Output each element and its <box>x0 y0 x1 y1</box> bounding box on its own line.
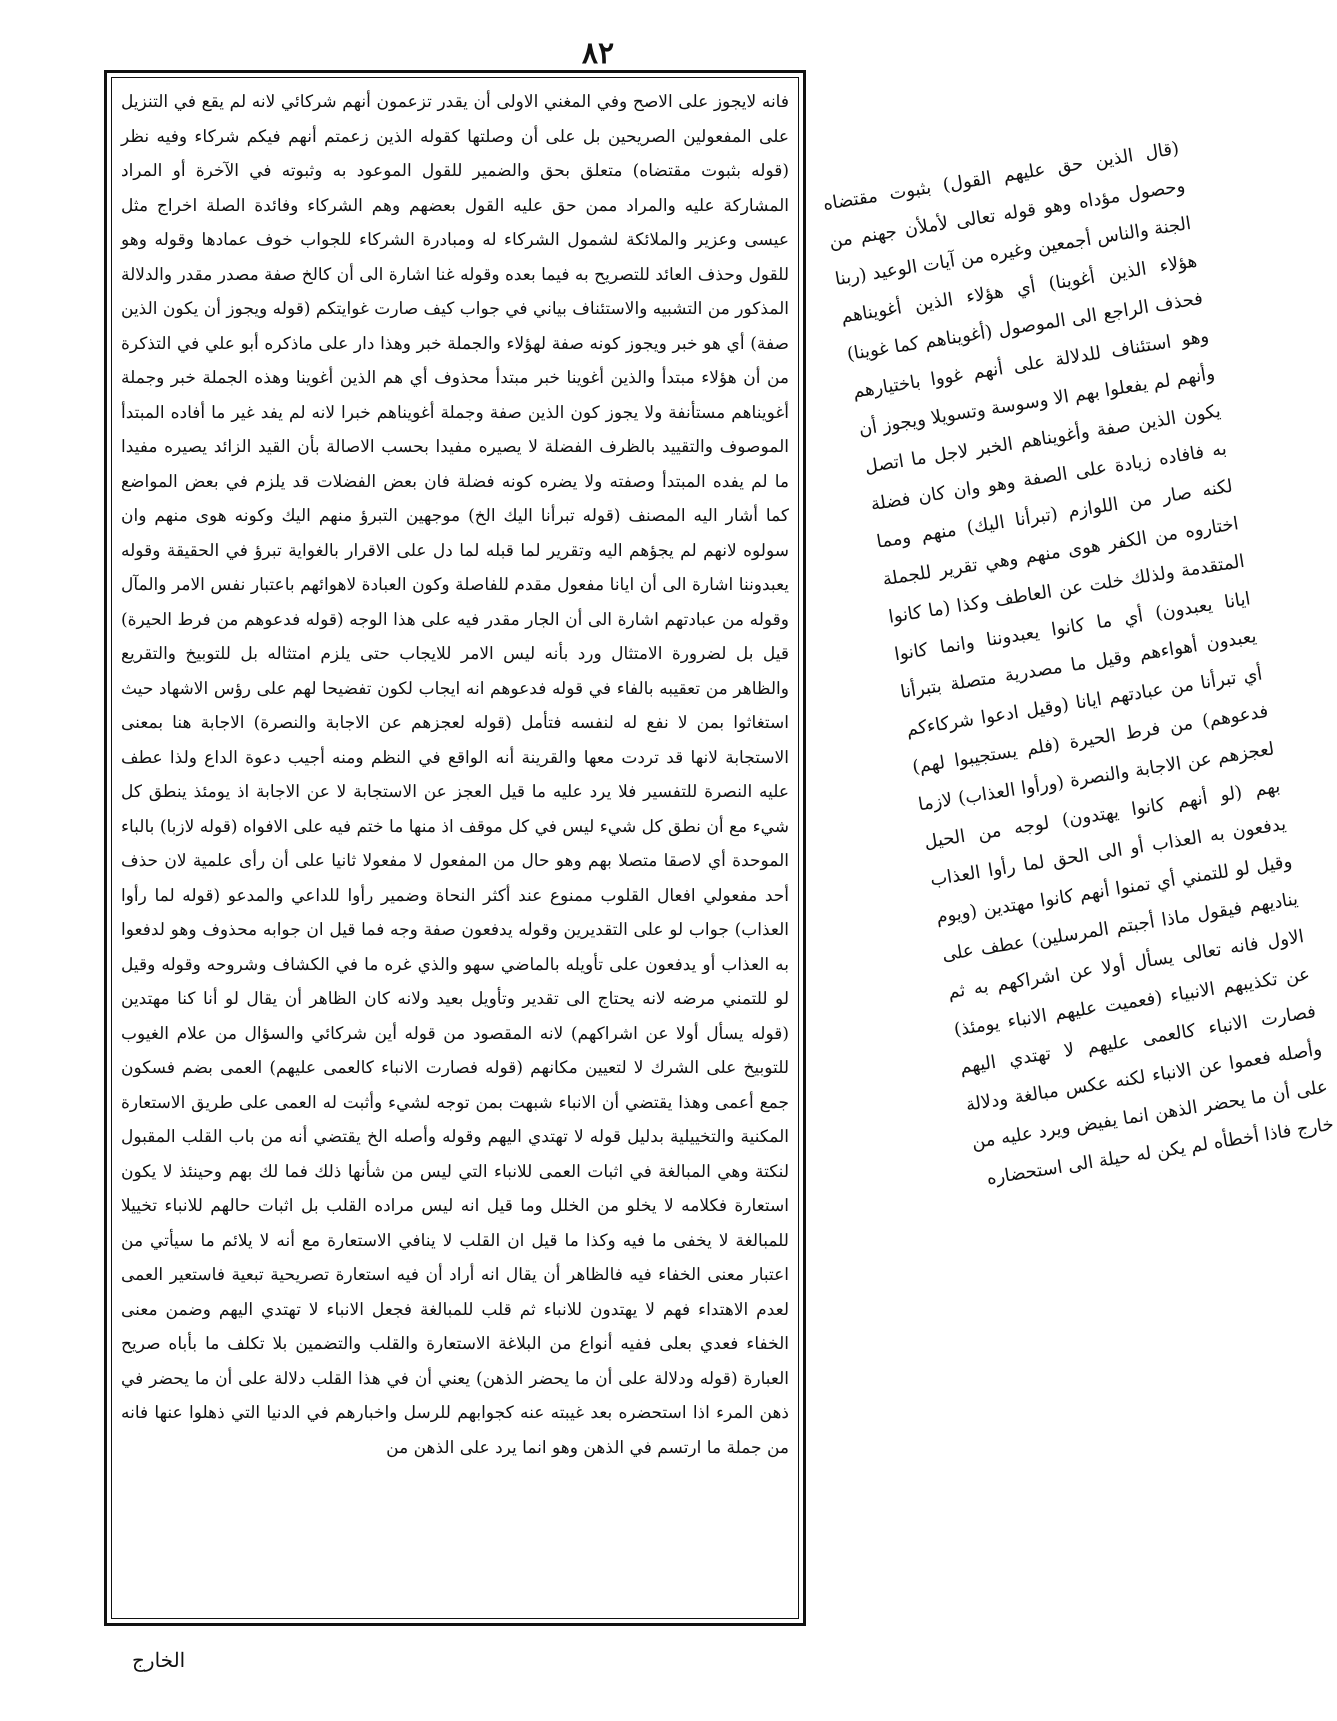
margin-base-text: (قال الذين حق عليهم القول) بثبوت مقتضاه وحصول مؤداه وهو قوله تعالى لأملأن جهنم من الجنة والناس أجمعين وغيره من آيات الوعيد (ربنا هؤلاء الذين أغوينا) أي هؤلاء الذين أغويناهم فحذف الراجع الى الموصول (أغويناهم كما غوينا) وهو استئناف للدلالة على أنهم غووا باختيارهم وأنهم لم يفعلوا بهم الا وسوسة وتسويلا ويجوز أن يكون الذين صفة وأغويناهم الخبر لاجل ما اتصل به فافاده زيادة على الصفة وهو وان كان فضلة لكنه صار من اللوازم (تبرأنا اليك) منهم ومما اختاروه من الكفر هوى منهم وهي تقرير للجملة المتقدمة ولذلك خلت عن العاطف وكذا (ما كانوا ايانا يعبدون) أي ما كانوا يعبدوننا وانما كانوا يعبدون أهواءهم وقيل ما مصدرية متصلة بتبرأنا أي تبرأنا من عبادتهم ايانا (وقيل ادعوا شركاءكم فدعوهم) من فرط الحيرة (فلم يستجيبوا لهم) لعجزهم عن الاجابة والنصرة (ورأوا العذاب) لازما بهم (لو أنهم كانوا يهتدون) لوجه من الحيل يدفعون به العذاب أو الى الحق لما رأوا العذاب وقيل لو للتمني أي تمنوا أنهم كانوا مهتدين (ويوم يناديهم فيقول ماذا أجبتم المرسلين) عطف على الاول فانه تعالى يسأل أولا عن اشراكهم به ثم عن تكذيبهم الانبياء (فعميت عليهم الانباء يومئذ) فصارت الانباء كالعمى عليهم لا تهتدي اليهم وأصله فعموا عن الانباء لكنه عكس مبالغة ودلالة على أن ما يحضر الذهن انما يفيض ويرد عليه من خارج فاذا أخطأه لم يكن له حيلة الى استحضاره <box>821 137 1336 1190</box>
margin-column <box>816 130 1336 1340</box>
page-number: ٨٢ <box>581 36 615 71</box>
main-paragraph: فانه لايجوز على الاصح وفي المغني الاولى أن يقدر تزعمون أنهم شركائي لانه لم يقع في التنزيل على المفعولين الصريحين بل على أن وصلتها كقوله الذين زعمتم أنهم فيكم شركاء وفيه نظر (قوله بثبوت مقتضاه) متعلق بحق والضمير للقول الموعود به وثبوته في الآخرة أو المراد المشاركة عليه والمراد ممن حق عليه القول بعضهم وهم الشركاء وفائدة الصلة اخراج مثل عيسى وعزير والملائكة لشمول الشركاء له ومبادرة الشركاء للجواب خوف عمادها وقوله وهو للقول وحذف العائد للتصريح به فيما بعده وقوله غنا اشارة الى أن كالخ صفة مصدر مقدر والدلالة المذكور من التشبيه والاستئناف بياني في جواب كيف صارت غوايتكم (قوله ويجوز أن يكون الذين صفة) أي هو خبر ويجوز كونه صفة لهؤلاء والجملة خبر وهذا دار على ماذكره أبو علي في التذكرة من أن هؤلاء مبتدأ والذين أغوينا خبر مبتدأ محذوف أي هم الذين أغوينا وهذه الجملة خبر وجملة أغويناهم مستأنفة ولا يجوز كون الذين صفة وجملة أغويناهم خبرا لانه لم يفد غير ما أفاده المبتدأ الموصوف والتقييد بالظرف الفضلة لا يصيره مفيدا بحسب الاصالة بأن القيد الزائد يصيره مفيدا ما لم يفده المبتدأ وصفته ولا يضره كونه فضلة فان بعض الفضلات قد يلزم في بعض المواضع كما أشار اليه المصنف (قوله تبرأنا اليك الخ) موجهين التبرؤ منهم اليك وكونه هوى منهم وان سولوه لانهم لم يجؤهم اليه وتقرير لما قبله لما دل على الاقرار بالغواية تبرؤ في الحقيقة وقوله يعبدوننا اشارة الى أن ايانا مفعول مقدم للفاصلة وكون العبادة لاهوائهم باعتبار نفس الامر والمآل وقوله من عبادتهم اشارة الى أن الجار مقدر فيه على هذا الوجه (قوله فدعوهم من فرط الحيرة) قيل بل لضرورة الامتثال ورد بأنه ليس الامر للايجاب حتى يلزم امتثاله بل للتوبيخ والتقريع والظاهر من تعقيبه بالفاء في قوله فدعوهم انه ايجاب لكون تفضيحا لهم على رؤس الاشهاد حيث استغاثوا بمن لا نفع له لنفسه فتأمل (قوله لعجزهم عن الاجابة والنصرة) الاجابة هنا بمعنى الاستجابة لانها قد تردت معها والقرينة أنه الواقع في النظم ومنه أجيب دعوة الداع ولذا عطف عليه النصرة للتفسير فلا يرد عليه ما قيل العجز عن الاستجابة لا عن الاجابة اذ يومئذ ينطق كل شيء مع أن نطق كل شيء ليس في كل موقف اذ منها ما ختم فيه على الافواه (قوله لازبا) بالباء الموحدة أي لاصقا متصلا بهم وهو حال من المفعول لا مفعولا ثانيا على أن رأى علمية لان حذف أحد مفعولي افعال القلوب ممنوع عند أكثر النحاة وضمير رأوا للداعي والمدعو (قوله لما رأوا العذاب) جواب لو على التقديرين وقوله يدفعون صفة وجه فما قيل ان جوابه محذوف وهو لدفعوا به العذاب أو يدفعون على تأويله بالماضي سهو والذي غره ما في الكشاف وشروحه وقوله وقيل لو للتمني مرضه لانه يحتاج الى تقدير وتأويل بعيد ولانه كان الظاهر أن يقال لو أنا كنا مهتدين (قوله يسأل أولا عن اشراكهم) لانه المقصود من قوله أين شركائي والسؤال من علام الغيوب للتوبيخ على الشرك لا لتعيين مكانهم (قوله فصارت الانباء كالعمى عليهم) العمى بضم فسكون جمع أعمى وهذا يقتضي أن الانباء شبهت بمن توجه لشيء وأثبت له العمى على طريق الاستعارة المكنية والتخييلية بدليل قوله لا تهتدي اليهم وقوله وأصله الخ يقتضي أنه من باب القلب المقبول لنكتة وهي المبالغة في اثبات العمى للانباء التي ليس من شأنها ذلك فما لك بهم وحينئذ لا يكون استعارة فكلامه لا يخلو من الخلل وما قيل انه ليس مراده القلب بل اثبات حالهم للانباء تخييلا للمبالغة لا يخفى ما فيه وكذا ما قيل ان القلب لا ينافي الاستعارة مع أنه لا يلائم ما سيأتي من اعتبار معنى الخفاء فيه فالظاهر أن يقال انه أراد أن فيه استعارة تصريحية تبعية فاستعير العمى لعدم الاهتداء فهم لا يهتدون للانباء ثم قلب للمبالغة فجعل الانباء لا تهتدي اليهم وضمن معنى الخفاء فعدي بعلى ففيه أنواع من البلاغة الاستعارة والقلب والتضمين بلا تكلف ما بأباه صريح العبارة (قوله ودلالة على أن ما يحضر الذهن) يعني أن في هذا القلب دلالة على أن ما يحضر في ذهن المرء اذا استحضره بعد غيبته عنه كجوابهم للرسل واخبارهم في الدنيا التي ذهلوا عنها فانه من جملة ما ارتسم في الذهن وهو انما يرد على الذهن من <box>121 92 789 1458</box>
catchword: الخارج <box>132 1648 186 1672</box>
main-commentary-text <box>121 85 789 1465</box>
main-text-frame <box>104 70 806 1626</box>
